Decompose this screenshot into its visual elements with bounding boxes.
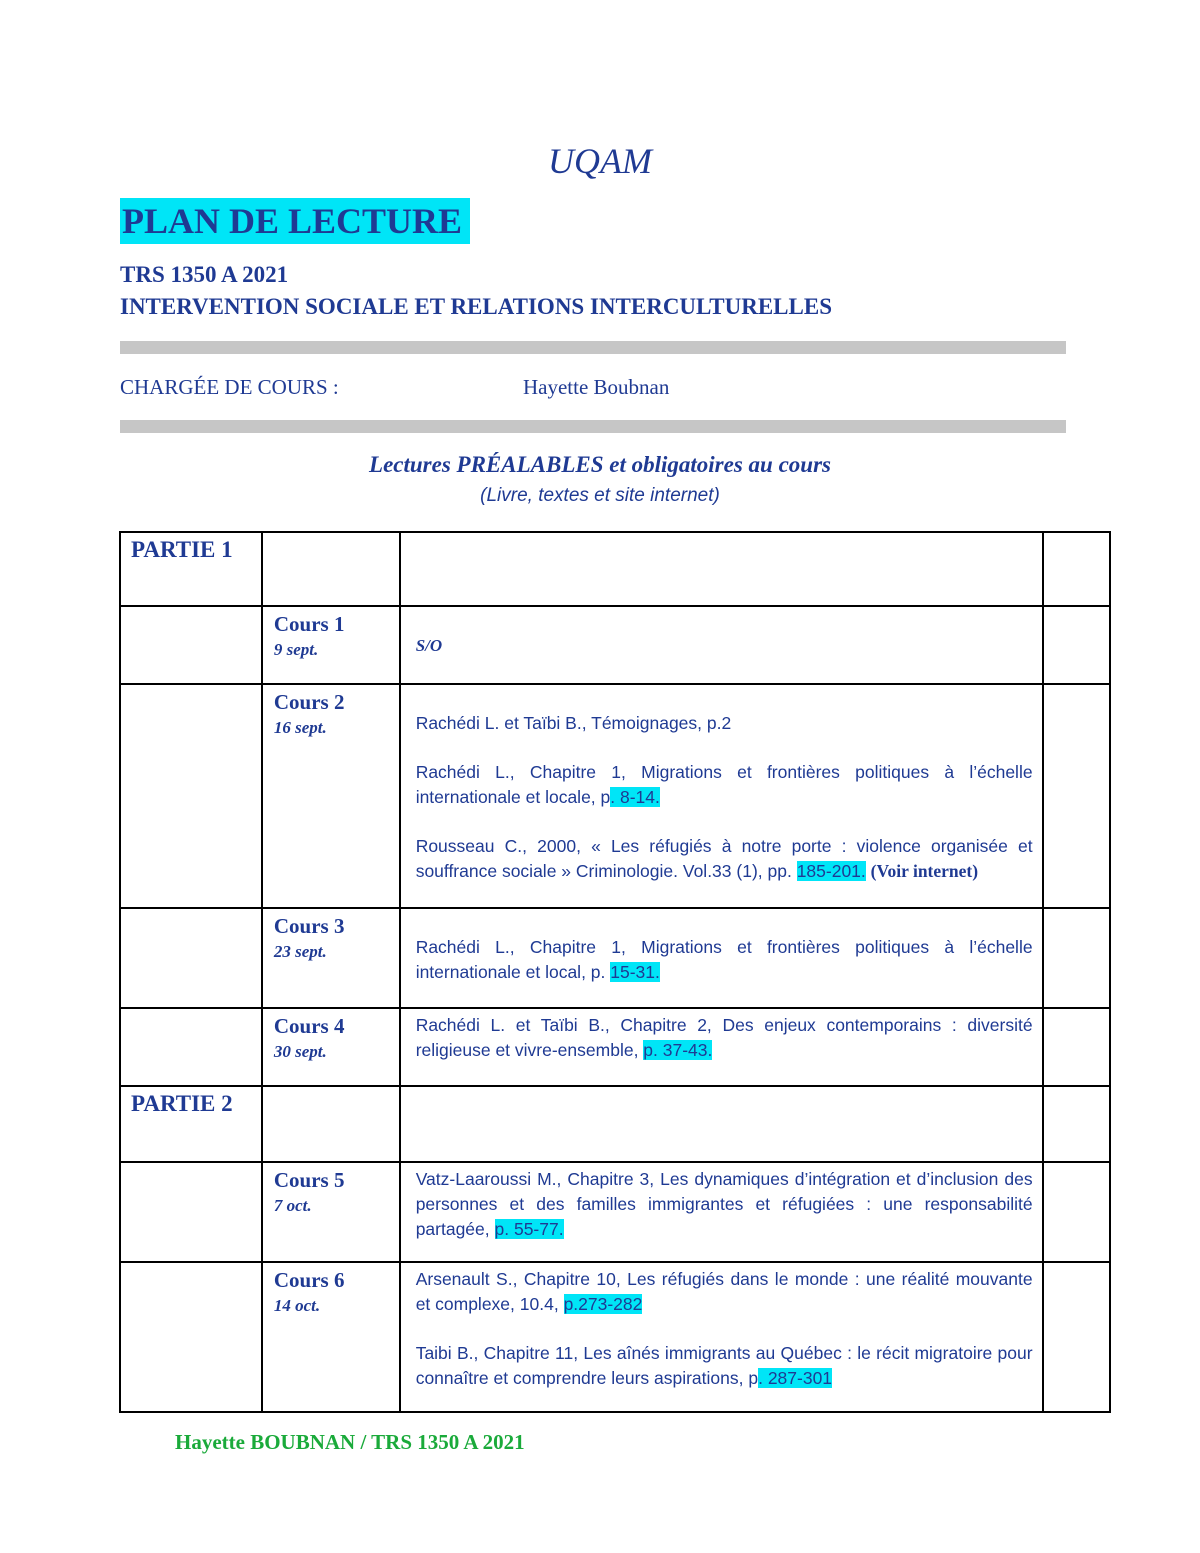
course-title: INTERVENTION SOCIALE ET RELATIONS INTERCULTURELLES (120, 294, 832, 319)
cours-cell (262, 684, 400, 908)
page-range-highlight: p.273-282 (563, 1294, 643, 1314)
part-label: PARTIE 1 (120, 532, 262, 606)
reading-entry (416, 935, 1033, 985)
readings-cell (400, 1262, 1043, 1412)
cours-date: 30 sept. (273, 1042, 327, 1061)
reading-text: Vatz-Laaroussi M., Chapitre 3, Les dynamiques d’intégration et d’inclusion des personnes et des familles immigrantes et réfugiées : une responsabilité partagée, (415, 1169, 1033, 1239)
institution-title: UQAM (548, 141, 652, 181)
cours-cell (262, 1008, 400, 1086)
page-range-highlight: p. 37-43. (643, 1040, 713, 1060)
cours-date: 23 sept. (273, 942, 327, 961)
reading-entry (416, 633, 1033, 658)
reading-text: Rachédi L., Chapitre 1, Migrations et frontières politiques à l’échelle internationale et locale, p (415, 762, 1033, 807)
reading-entry (416, 1167, 1033, 1242)
page-range-highlight: 15-31. (610, 962, 660, 982)
readings-cell (400, 1008, 1043, 1086)
cours-date: 7 oct. (273, 1196, 312, 1215)
table-row (120, 1262, 1110, 1412)
readings-cell (400, 684, 1043, 908)
section-title: Lectures PRÉALABLES et obligatoires au cours (369, 452, 831, 477)
table-row (120, 532, 1110, 606)
cours-date: 16 sept. (273, 718, 327, 737)
readings-cell (400, 606, 1043, 684)
cours-cell (262, 1262, 400, 1412)
divider-bottom (120, 420, 1066, 433)
table-row (120, 606, 1110, 684)
cours-cell (262, 908, 400, 1008)
course-code: TRS 1350 A 2021 (120, 262, 289, 287)
table-row (120, 1008, 1110, 1086)
table-row (120, 1162, 1110, 1262)
reading-table (119, 531, 1111, 1413)
reading-text: Taibi B., Chapitre 11, Les aînés immigrants au Québec : le récit migratoire pour connaître et comprendre leurs aspirations, p (415, 1343, 1033, 1388)
divider-top (120, 341, 1066, 354)
reading-entry (416, 1341, 1033, 1391)
page-range-highlight: p. 55-77. (494, 1219, 564, 1239)
reading-text: S/O (415, 636, 443, 655)
cours-cell (262, 606, 400, 684)
cours-date: 9 sept. (273, 640, 319, 659)
cours-name: Cours 4 (273, 1014, 345, 1038)
cours-date: 14 oct. (273, 1296, 321, 1315)
page-range-highlight: 185-201. (796, 861, 866, 881)
footer-text: Hayette BOUBNAN / TRS 1350 A 2021 (175, 1430, 525, 1454)
cours-name: Cours 2 (273, 690, 345, 714)
lecturer-label: CHARGÉE DE COURS : (120, 375, 339, 399)
table-row (120, 1086, 1110, 1162)
reading-text: (Voir internet) (870, 861, 979, 881)
reading-entry (416, 760, 1033, 810)
cours-cell (262, 1162, 400, 1262)
reading-text: Rachédi L. et Taïbi B., Témoignages, p.2 (415, 713, 732, 733)
part-label: PARTIE 2 (120, 1086, 262, 1162)
reading-entry (416, 711, 1033, 736)
readings-cell (400, 908, 1043, 1008)
cours-name: Cours 6 (273, 1268, 345, 1292)
reading-text: Rachédi L., Chapitre 1, Migrations et frontières politiques à l’échelle internationale et local, p. (415, 937, 1033, 982)
cours-name: Cours 3 (273, 914, 345, 938)
table-row (120, 684, 1110, 908)
page-range-highlight: . 287-301 (758, 1368, 833, 1388)
section-note: (Livre, textes et site internet) (480, 485, 720, 506)
page-range-highlight: . 8-14. (610, 787, 660, 807)
cours-name: Cours 5 (273, 1168, 345, 1192)
reading-entry (416, 834, 1033, 884)
document-title: PLAN DE LECTURE (120, 198, 470, 244)
cours-name: Cours 1 (273, 612, 345, 636)
reading-text: Rachédi L. et Taïbi B., Chapitre 2, Des enjeux contemporains : diversité religieuse et vivre-ensemble, (415, 1015, 1033, 1060)
reading-entry (416, 1267, 1033, 1317)
lecturer-name: Hayette Boubnan (523, 375, 670, 399)
reading-text: Arsenault S., Chapitre 10, Les réfugiés dans le monde : une réalité mouvante et complexe, 10.4, (415, 1269, 1033, 1314)
reading-entry (416, 1013, 1033, 1063)
reading-text: Rousseau C., 2000, « Les réfugiés à notre porte : violence organisée et souffrance sociale » Criminologie. Vol.33 (1), pp. (415, 836, 1033, 881)
table-row (120, 908, 1110, 1008)
readings-cell (400, 1162, 1043, 1262)
